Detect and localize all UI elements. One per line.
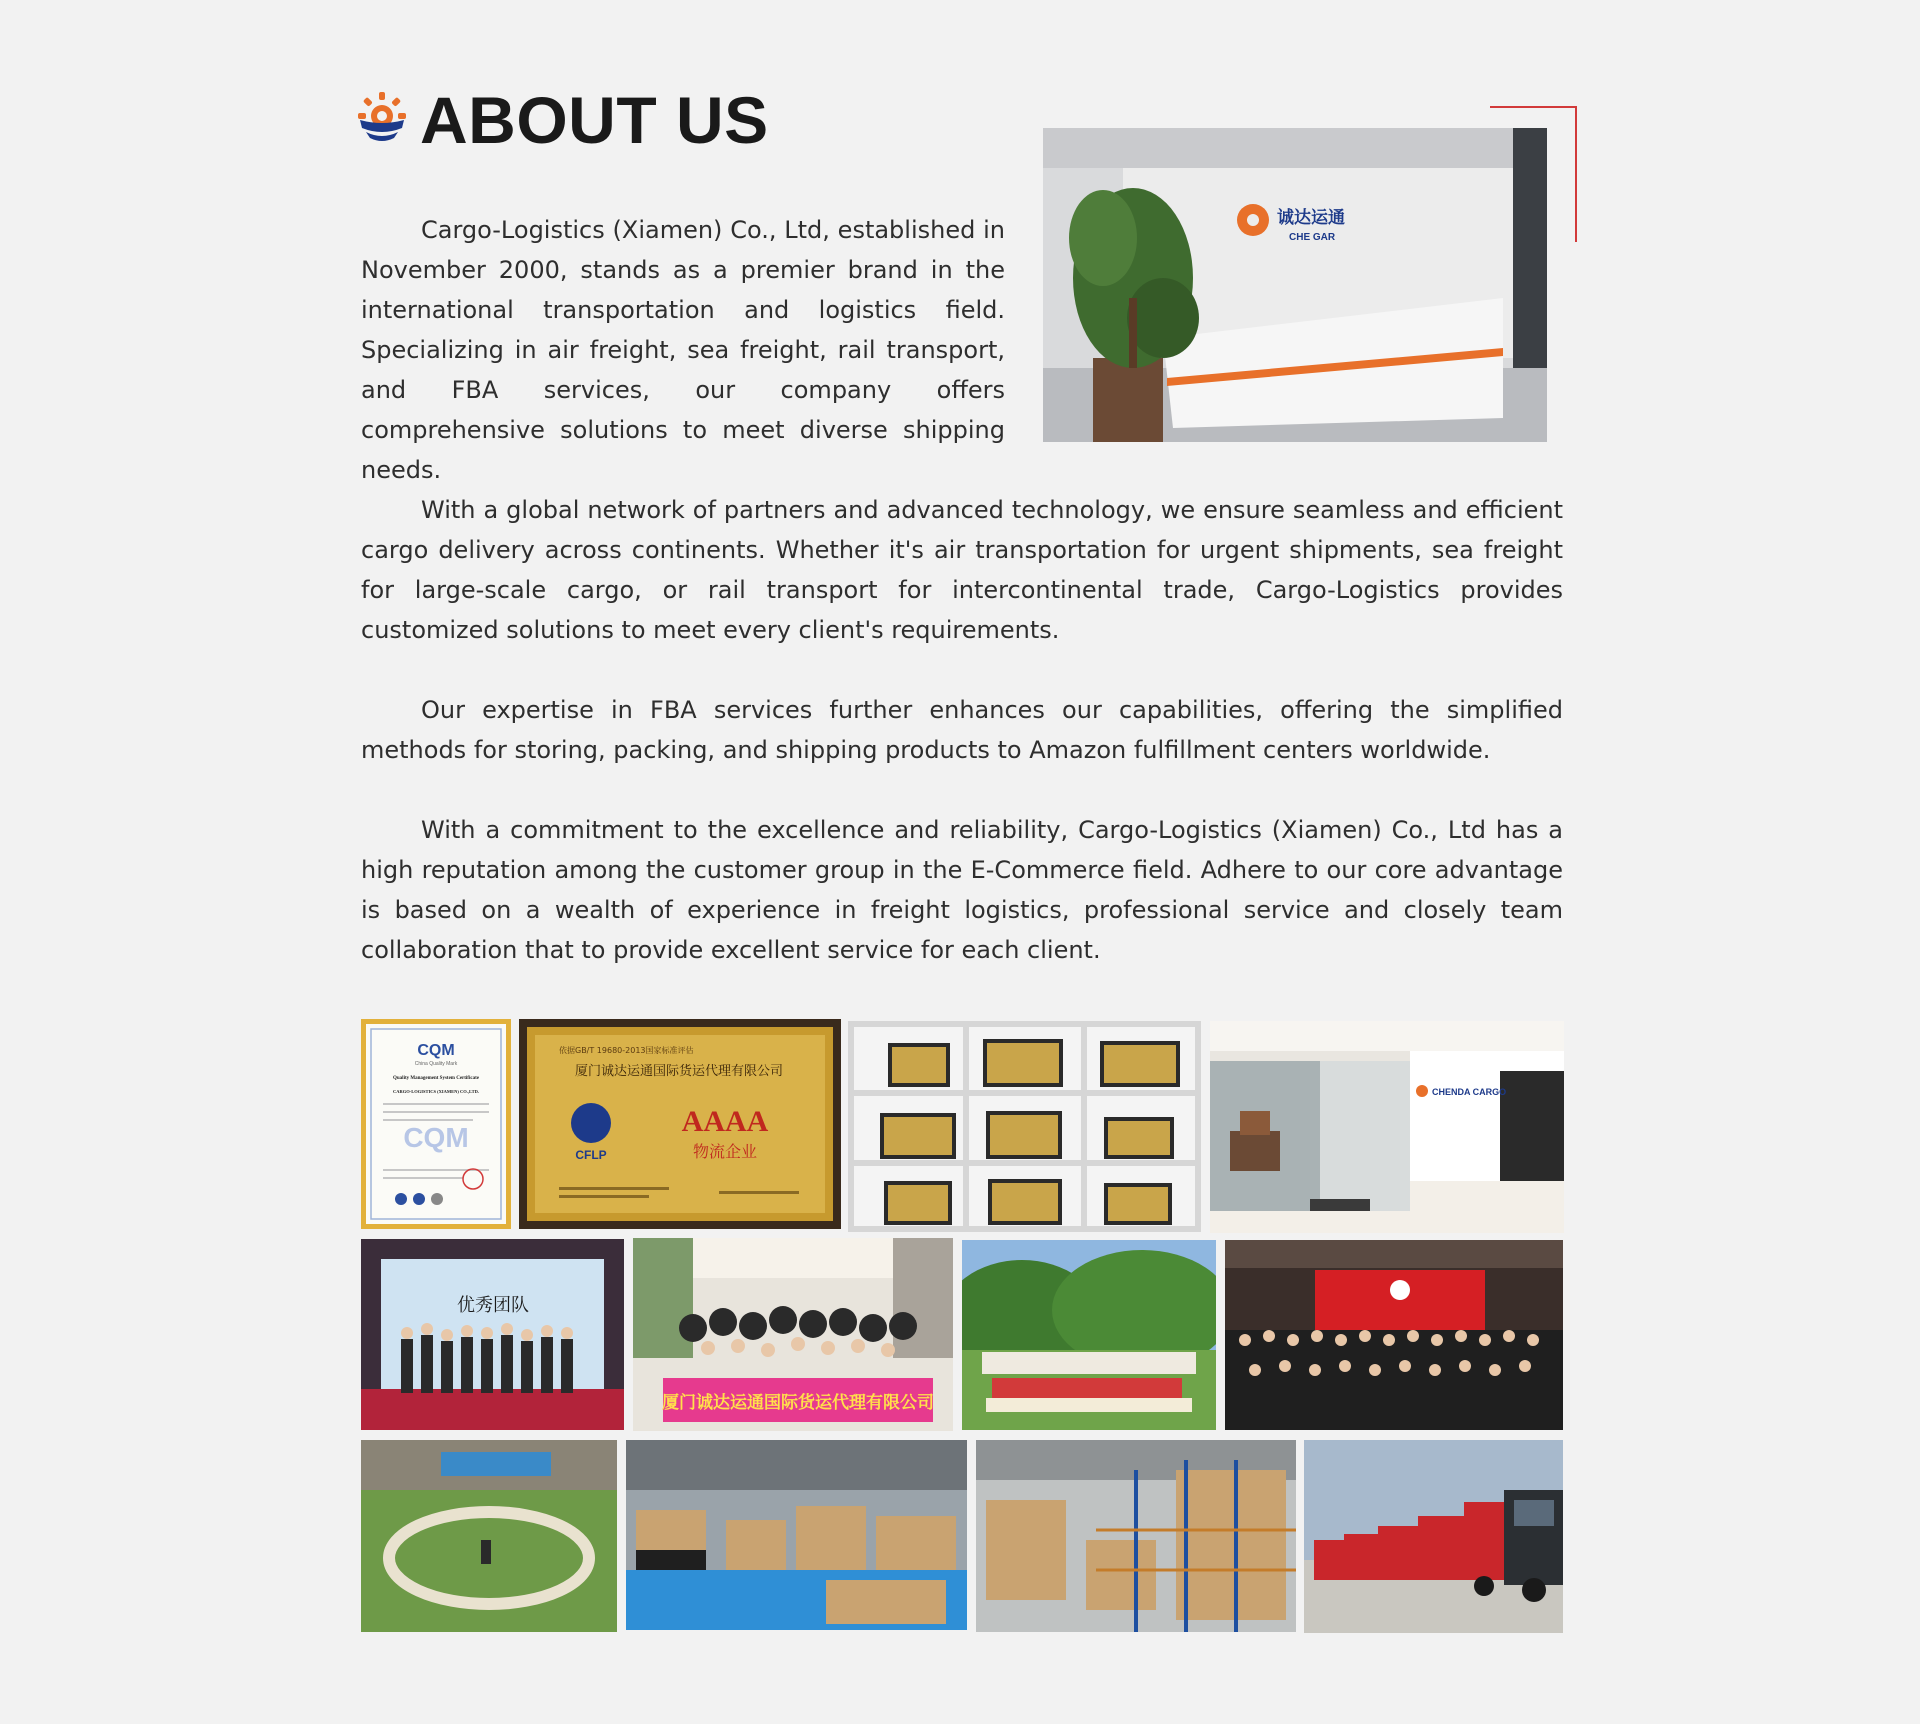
team-award-stage-photo [361, 1239, 624, 1430]
warehouse-blue-floor-photo [626, 1440, 967, 1630]
cflp-company: 厦门诚达运通国际货运代理有限公司 [574, 1064, 784, 1079]
company-event-group-photo [1225, 1240, 1563, 1430]
team-stage-text: 优秀团队 [457, 1295, 529, 1316]
cflp-grade: AAAA [681, 1105, 769, 1138]
cflp-grade-cn: 物流企业 [692, 1142, 758, 1161]
page-title: ABOUT US [420, 83, 769, 157]
office-sign-cn: 诚达运通 [1277, 208, 1345, 228]
about-paragraph-1: Cargo-Logistics (Xiamen) Co., Ltd, established in November 2000, stands as a premier brand in the international transportation and logistics field. Specializing in air freight, sea freight, rail transport, and FBA services, our company offers comprehensive solutions to meet diverse shipping needs. [361, 216, 1005, 484]
cqm-tagline: China Quality Mark [414, 1061, 458, 1067]
warehouse-pallets-photo [976, 1440, 1296, 1632]
office-lobby-photo [1210, 1021, 1564, 1233]
award-shelf-photo [848, 1021, 1201, 1232]
corner-accent-right [1575, 106, 1577, 242]
cflp-aaaa-certificate-photo [519, 1019, 841, 1229]
office-sign-en: CHE GAR [1289, 232, 1336, 243]
cflp-top-line: 依据GB/T 19680-2013国家标准评估 [559, 1046, 694, 1055]
cqm-brand: CQM [417, 1042, 455, 1059]
cflp-org: CFLP [575, 1148, 607, 1162]
cqm-certificate-photo [361, 1019, 511, 1229]
teambuilding-circle-photo [361, 1440, 617, 1632]
company-logo-icon [358, 92, 406, 142]
about-paragraph-2: With a global network of partners and advanced technology, we ensure seamless and efficient cargo delivery across continents. Whether it's air transportation for urgent shipments, sea freight for large-scale cargo, or rail transport for intercontinental trade, Cargo-Logistics provides customized solutions to meet every client's requirements. [361, 496, 1563, 644]
outdoor-team-photo [962, 1240, 1216, 1430]
lobby-sign-text: CHENDA CARGO [1432, 1087, 1507, 1097]
company-banner-group-photo [633, 1238, 953, 1431]
corner-accent-top [1490, 106, 1576, 108]
trucks-fleet-photo [1304, 1440, 1563, 1633]
group-banner-text: 厦门诚达运通国际货运代理有限公司 [662, 1393, 934, 1413]
cqm-heading: Quality Management System Certificate [393, 1076, 479, 1081]
cqm-company: CARGO-LOGISTICS (XIAMEN) CO.,LTD. [393, 1089, 479, 1094]
about-paragraph-4: With a commitment to the excellence and reliability, Cargo-Logistics (Xiamen) Co., Ltd has a high reputation among the customer group in the E-Commerce field. Adhere to our core advantage is based on a wealth of experience in freight logistics, professional service and closely team collaboration that to provide excellent service for each client. [361, 816, 1563, 964]
about-paragraph-3: Our expertise in FBA services further enhances our capabilities, offering the simplified methods for storing, packing, and shipping products to Amazon fulfillment centers worldwide. [361, 696, 1563, 764]
cqm-watermark: CQM [403, 1122, 469, 1153]
office-reception-photo [1043, 128, 1547, 442]
